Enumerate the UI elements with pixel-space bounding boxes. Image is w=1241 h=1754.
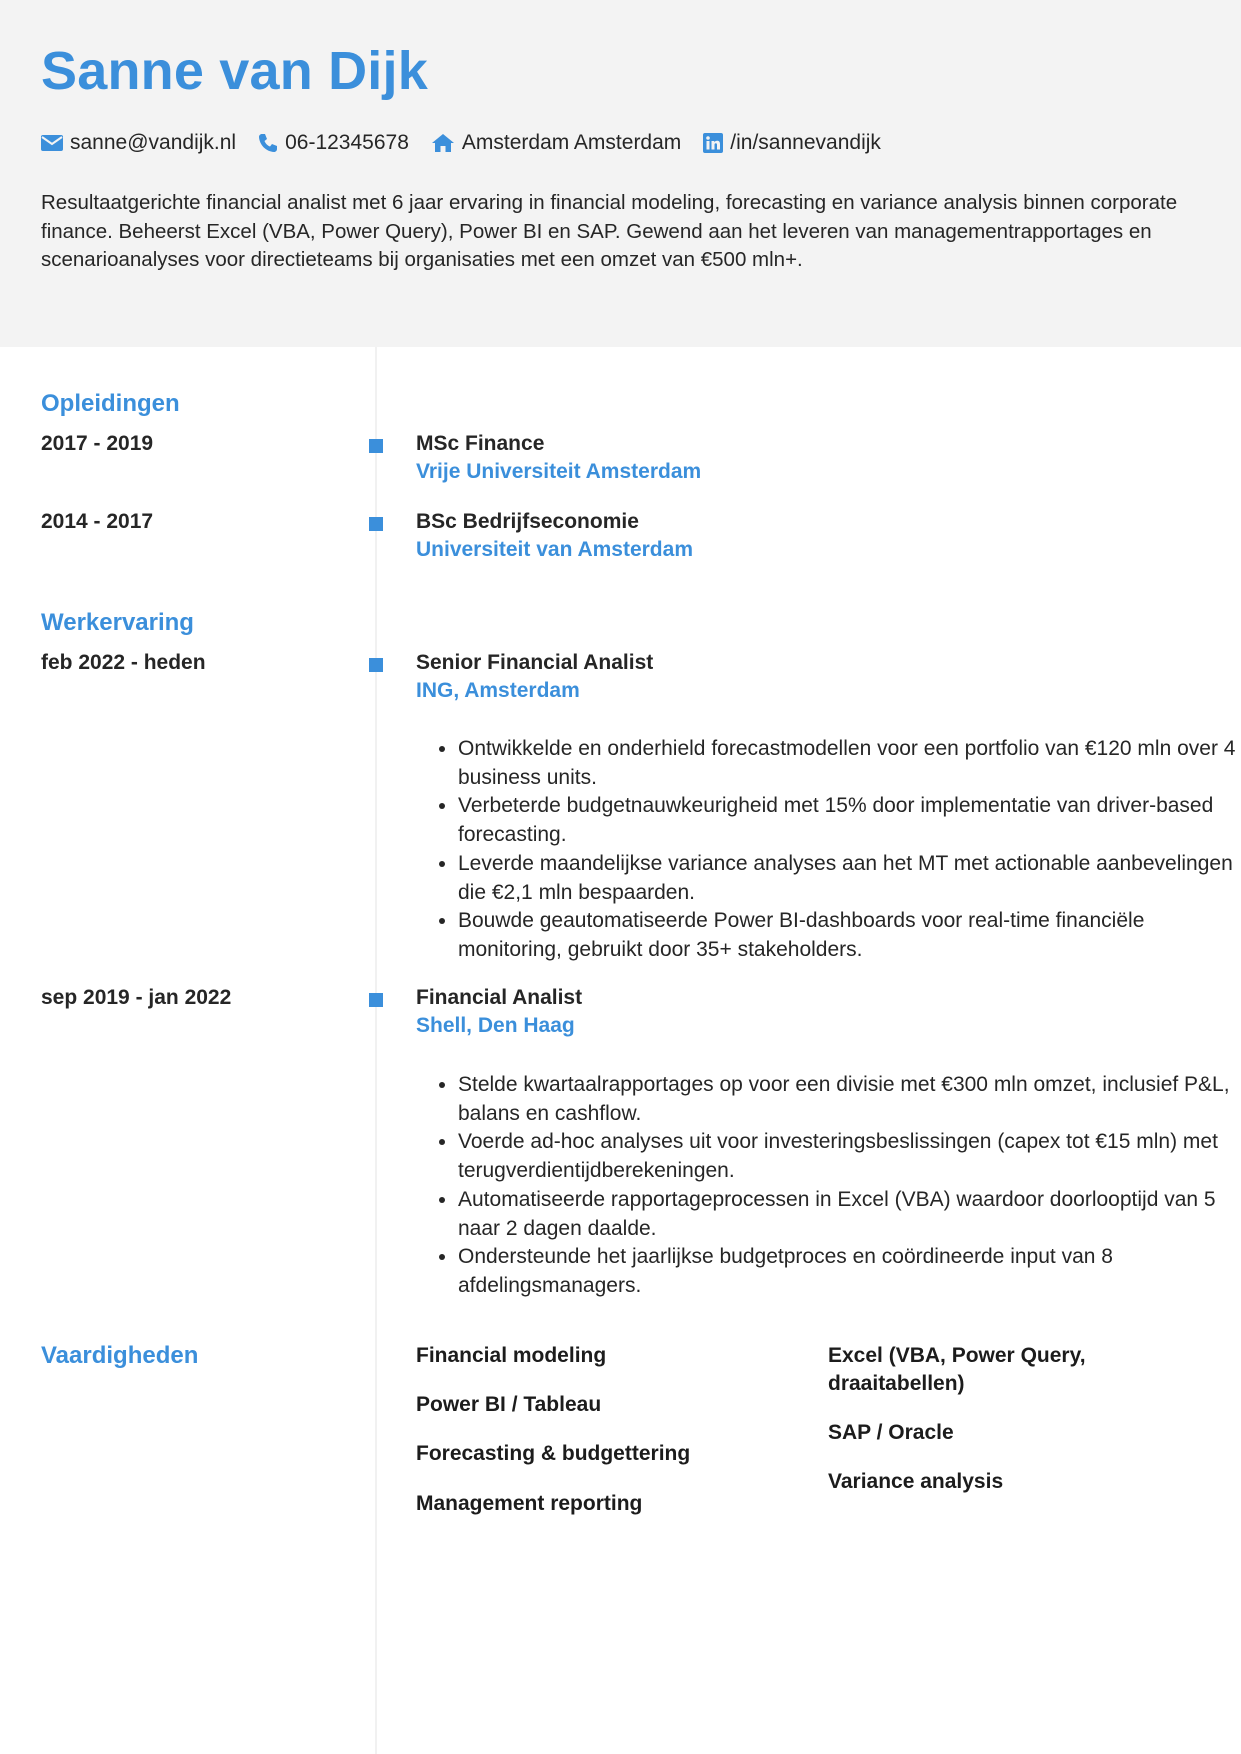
email-text: sanne@vandijk.nl [70,131,237,154]
section-title-experience: Werkervaring [41,609,194,636]
header-panel [0,0,1241,347]
experience-date: sep 2019 - jan 2022 [41,986,232,1009]
skill-item: Variance analysis [828,1470,1004,1493]
education-degree: MSc Finance [416,432,545,455]
contact-linkedin[interactable] [703,131,881,155]
contact-phone[interactable] [258,131,409,155]
list-item: • Stelde kwartaalrapportages op voor een divisie met €300 mln omzet, inclusief P&L, balans en cashflow. [458,1071,1241,1128]
contact-row [41,128,903,158]
list-item: • Ondersteunde het jaarlijkse budgetproces en coördineerde input van 8 afdelingsmanagers. [458,1243,1241,1300]
contact-email[interactable] [41,131,236,155]
list-item: • Bouwde geautomatiseerde Power BI-dashboards voor real-time financiële monitoring, gebruikt door 35+ stakeholders. [458,907,1241,964]
education-degree: BSc Bedrijfseconomie [416,510,639,533]
experience-company: ING, Amsterdam [416,679,580,702]
section-title-skills: Vaardigheden [41,1342,199,1369]
home-icon [431,133,462,153]
education-date: 2014 - 2017 [41,510,154,533]
timeline-marker [369,517,383,531]
phone-icon [258,133,285,153]
list-item: • Ontwikkelde en onderhield forecastmodellen voor een portfolio van €120 mln over 4 business units. [458,735,1241,792]
timeline-divider [375,347,377,1754]
experience-bullets [416,1071,1241,1301]
phone-text: 06-12345678 [285,131,409,154]
linkedin-icon [703,133,730,153]
skill-item: Forecasting & budgettering [416,1442,691,1465]
list-item: • Automatiseerde rapportageprocessen in Excel (VBA) waardoor doorlooptijd van 5 naar 2 dagen daalde. [458,1186,1241,1243]
education-date: 2017 - 2019 [41,432,154,455]
experience-company: Shell, Den Haag [416,1014,575,1037]
timeline-marker [369,993,383,1007]
education-school: Vrije Universiteit Amsterdam [416,460,702,483]
envelope-icon [41,135,70,151]
experience-role: Senior Financial Analist [416,651,654,674]
experience-bullets [416,735,1241,965]
list-item: • Verbeterde budgetnauwkeurigheid met 15% door implementatie van driver-based forecasting. [458,792,1241,849]
linkedin-text: /in/sannevandijk [730,131,881,154]
list-item: • Voerde ad-hoc analyses uit voor investeringsbeslissingen (capex tot €15 mln) met terugverdientijdberekeningen. [458,1128,1241,1185]
experience-role: Financial Analist [416,986,583,1009]
timeline-marker [369,439,383,453]
timeline-marker [369,658,383,672]
profile-summary: Resultaatgerichte financial analist met 6 jaar ervaring in financial modeling, forecasting en variance analysis binnen corporate finance. Beheerst Excel (VBA, Power Query), Power BI en SAP. Gewend aan het leveren van managementrapportages en scenarioanalyses voor directieteams bij organisaties met een omzet van €500 mln+. [41,191,1178,271]
skill-item: Excel (VBA, Power Query, draaitabellen) [828,1344,1086,1395]
skill-item: Management reporting [416,1492,643,1515]
candidate-name: Sanne van Dijk [41,41,428,101]
skill-item: SAP / Oracle [828,1421,954,1444]
section-title-education: Opleidingen [41,390,180,417]
list-item: • Leverde maandelijkse variance analyses aan het MT met actionable aanbevelingen die €2,1 mln bespaarden. [458,850,1241,907]
contact-location [431,131,681,155]
education-school: Universiteit van Amsterdam [416,538,693,561]
skill-item: Financial modeling [416,1344,607,1367]
skill-item: Power BI / Tableau [416,1393,602,1416]
location-text: Amsterdam Amsterdam [461,131,682,154]
experience-date: feb 2022 - heden [41,651,206,674]
